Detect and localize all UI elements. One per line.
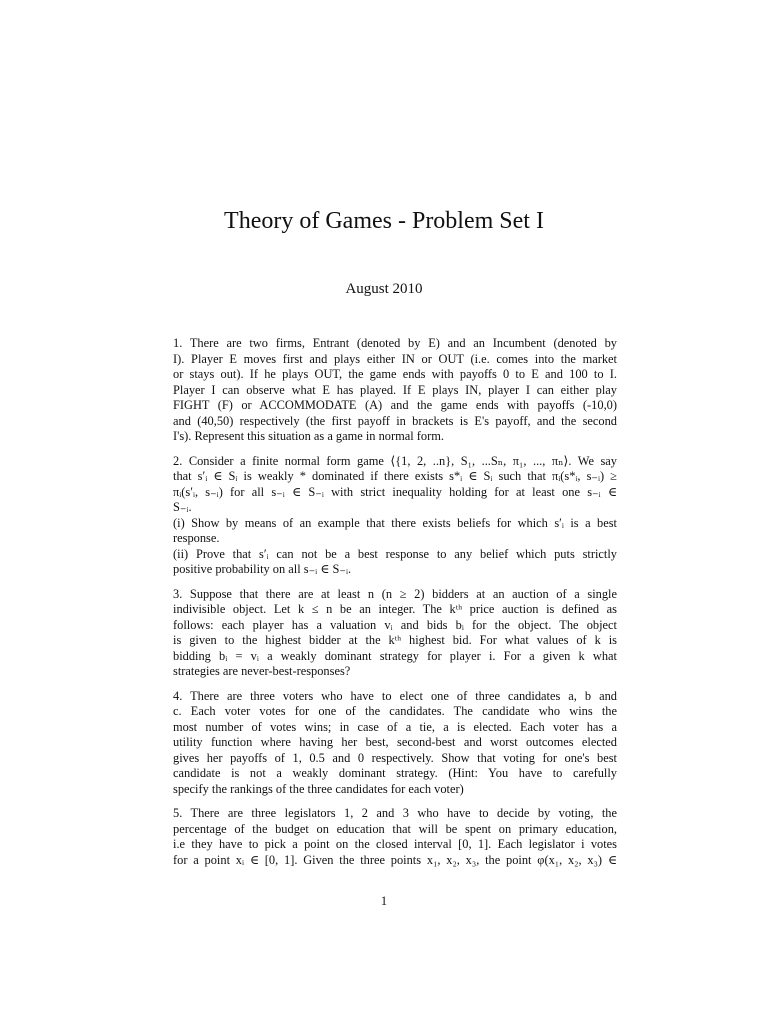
problem-line: πᵢ(s′ᵢ, s₋ᵢ) for all s₋ᵢ ∈ S₋ᵢ with strict inequality holding for at least one s₋ᵢ ∈: [173, 484, 617, 499]
problem-line: Player I can observe what E has played. If E plays IN, player I can either play: [173, 382, 617, 397]
problem-list: [173, 336, 617, 877]
problem-line: bidding bᵢ = vᵢ a weakly dominant strategy for player i. For a given k what: [173, 648, 617, 663]
problem-line: 1. There are two firms, Entrant (denoted by E) and an Incumbent (denoted by: [173, 336, 617, 350]
problem-line: strategies are never-best-responses?: [173, 664, 351, 678]
problem-line: percentage of the budget on education that will be spent on primary education,: [173, 821, 617, 836]
problem-line: i.e they have to pick a point on the closed interval [0, 1]. Each legislator i votes: [173, 837, 617, 851]
problem-line: most number of votes wins; in case of a tie, a is elected. Each voter has a: [173, 719, 617, 734]
problem-line: response.: [173, 531, 220, 545]
problem-1: [173, 336, 617, 445]
problem-line: gives her payoffs of 1, 0.5 and 0 respectively. Show that voting for one's best: [173, 750, 617, 765]
problem-line: indivisible object. Let k ≤ n be an integer. The kᵗʰ price auction is defined as: [173, 602, 617, 616]
problem-line: is given to the highest bidder at the kᵗʰ highest bid. For what values of k is: [173, 633, 617, 647]
problem-line: I's). Represent this situation as a game in normal form.: [173, 429, 444, 443]
problem-line: 3. Suppose that there are at least n (n ≥ 2) bidders at an auction of a single: [173, 586, 617, 601]
problem-4: [173, 689, 617, 798]
problem-line: 5. There are three legislators 1, 2 and 3 who have to decide by voting, the: [173, 806, 617, 820]
problem-line: or stays out). If he plays OUT, the game ends with payoffs 0 to E and 100 to I.: [173, 367, 617, 381]
problem-line: candidate is not a weakly dominant strategy. (Hint: You have to carefully: [173, 766, 617, 780]
document-date: August 2010: [345, 281, 423, 297]
problem-2: [173, 454, 617, 578]
problem-line: positive probability on all s₋ᵢ ∈ S₋ᵢ.: [173, 562, 352, 576]
problem-3: [173, 587, 617, 680]
problem-line: and (40,50) respectively (the first payoff in brackets is E's payoff, and the second: [173, 413, 617, 428]
problem-line: FIGHT (F) or ACCOMMODATE (A) and the game ends with payoffs (-10,0): [173, 398, 617, 412]
page-number: 1: [380, 894, 388, 908]
problem-line: that s′ᵢ ∈ Sᵢ is weakly * dominated if there exists s*ᵢ ∈ Sᵢ such that πᵢ(s*ᵢ, s₋ᵢ) ≥: [173, 469, 617, 483]
problem-line: I). Player E moves first and plays either IN or OUT (i.e. comes into the market: [173, 351, 617, 366]
problem-line: utility function where having her best, second-best and worst outcomes elected: [173, 735, 617, 749]
problem-line: specify the rankings of the three candidates for each voter): [173, 781, 464, 796]
problem-line: c. Each voter votes for one of the candidates. The candidate who wins the: [173, 704, 617, 718]
problem-line: for a point xᵢ ∈ [0, 1]. Given the three points x₁, x₂, x₃, the point φ(x₁, x₂, x₃) ∈: [173, 852, 617, 867]
problem-line: (ii) Prove that s′ᵢ can not be a best response to any belief which puts strictly: [173, 546, 617, 561]
problem-line: S₋ᵢ.: [173, 500, 192, 514]
problem-line: 4. There are three voters who have to elect one of three candidates a, b and: [173, 688, 617, 703]
problem-5: [173, 806, 617, 868]
problem-line: 2. Consider a finite normal form game ⟨{1, 2, ..n}, S₁, ...Sₙ, π₁, ..., πₙ⟩. We say: [173, 453, 617, 468]
problem-line: follows: each player has a valuation vᵢ and bids bᵢ for the object. The object: [173, 617, 617, 632]
document-title: Theory of Games - Problem Set I: [224, 208, 544, 234]
problem-line: (i) Show by means of an example that there exists beliefs for which s′ᵢ is a best: [173, 515, 617, 530]
